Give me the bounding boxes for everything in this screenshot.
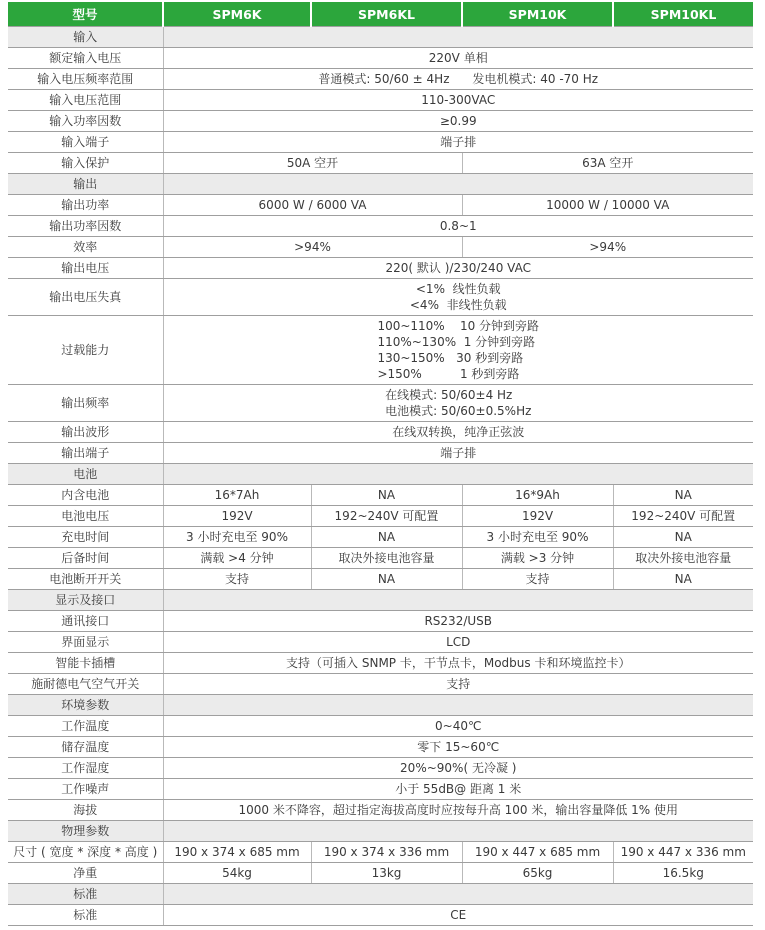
section-fill [163,464,753,485]
value-cell: 取决外接电池容量 [311,548,462,569]
value-cell: 满载 >3 分钟 [462,548,613,569]
value-cell: 220V 单相 [163,48,753,69]
value-cell [163,279,753,316]
table-row [8,279,753,316]
value-cell: NA [613,485,753,506]
value-cell: 支持 [163,569,311,590]
column-header: SPM6K [163,2,311,27]
text-line: 130~150% 30 秒到旁路 [377,351,524,365]
table-row [8,737,753,758]
value-cell: 20%~90%( 无冷凝 ) [163,758,753,779]
row-label: 输出功率因数 [8,216,163,237]
row-label: 电池断开开关 [8,569,163,590]
text-line: <1% 线性负载 [415,282,501,296]
value-cell: 16*9Ah [462,485,613,506]
text-line: 110%~130% 1 分钟到旁路 [377,335,536,349]
row-label: 工作噪声 [8,779,163,800]
multiline-text [166,279,752,315]
text-line: 在线模式: 50/60±4 Hz [385,388,513,402]
section-row [8,174,753,195]
row-label: 海拔 [8,800,163,821]
row-label: 输入端子 [8,132,163,153]
text-line: 电池模式: 50/60±0.5%Hz [385,404,532,418]
value-cell: 支持 [462,569,613,590]
table-row [8,569,753,590]
section-fill [163,174,753,195]
value-cell: 190 x 447 x 336 mm [613,842,753,863]
section-label: 输入 [8,27,163,48]
table-row [8,716,753,737]
value-cell: 54kg [163,863,311,884]
table-row [8,237,753,258]
table-row [8,132,753,153]
table-row [8,674,753,695]
row-label: 通讯接口 [8,611,163,632]
row-label: 输出电压 [8,258,163,279]
row-label: 标准 [8,905,163,926]
value-cell: 零下 15~60℃ [163,737,753,758]
row-label: 内含电池 [8,485,163,506]
value-cell: >94% [462,237,753,258]
value-cell: 0~40℃ [163,716,753,737]
table-body [8,27,753,926]
value-cell: 16.5kg [613,863,753,884]
table-row [8,800,753,821]
value-cell [163,316,753,385]
value-cell: 端子排 [163,132,753,153]
value-cell: 满载 >4 分钟 [163,548,311,569]
value-cell: NA [311,527,462,548]
row-label: 输出电压失真 [8,279,163,316]
row-label: 额定输入电压 [8,48,163,69]
row-label: 输入电压频率范围 [8,69,163,90]
value-cell: 192V [462,506,613,527]
multiline-text [377,316,539,384]
section-label: 显示及接口 [8,590,163,611]
model-column-header: 型号 [8,2,163,27]
table-row [8,69,753,90]
section-row [8,590,753,611]
row-label: 尺寸 ( 宽度 * 深度 * 高度 ) [8,842,163,863]
table-row [8,758,753,779]
row-label: 工作湿度 [8,758,163,779]
column-header: SPM6KL [311,2,462,27]
value-cell: 13kg [311,863,462,884]
row-label: 工作温度 [8,716,163,737]
section-label: 标准 [8,884,163,905]
value-cell: 在线双转换，纯净正弦波 [163,422,753,443]
section-row [8,464,753,485]
section-row [8,27,753,48]
section-row [8,884,753,905]
table-row [8,111,753,132]
row-label: 效率 [8,237,163,258]
value-cell: 65kg [462,863,613,884]
table-row [8,485,753,506]
value-cell: 192~240V 可配置 [613,506,753,527]
row-label: 过载能力 [8,316,163,385]
table-row [8,90,753,111]
value-cell: 1000 米不降容，超过指定海拔高度时应按每升高 100 米，输出容量降低 1% 使用 [163,800,753,821]
table-row [8,48,753,69]
value-cell: 220( 默认 )/230/240 VAC [163,258,753,279]
row-label: 输入功率因数 [8,111,163,132]
section-fill [163,695,753,716]
value-cell: 63A 空开 [462,153,753,174]
value-cell: >94% [163,237,462,258]
value-cell: NA [613,527,753,548]
row-label: 界面显示 [8,632,163,653]
row-label: 输出波形 [8,422,163,443]
value-cell: 支持 [163,674,753,695]
text-line: 100~110% 10 分钟到旁路 [377,319,540,333]
value-cell: NA [311,569,462,590]
section-label: 输出 [8,174,163,195]
table-row [8,611,753,632]
value-cell: 190 x 374 x 336 mm [311,842,462,863]
value-cell: NA [311,485,462,506]
text-line: >150% 1 秒到旁路 [377,367,520,381]
value-cell: CE [163,905,753,926]
table-row [8,548,753,569]
table-row [8,863,753,884]
value-cell: 端子排 [163,443,753,464]
multiline-text [385,385,531,421]
row-label: 输出端子 [8,443,163,464]
section-fill [163,590,753,611]
value-cell: LCD [163,632,753,653]
section-label: 环境参数 [8,695,163,716]
row-label: 后备时间 [8,548,163,569]
row-label: 输出频率 [8,385,163,422]
value-cell: 192V [163,506,311,527]
table-row [8,443,753,464]
table-row [8,195,753,216]
header-row [8,2,753,27]
table-row [8,779,753,800]
table-row [8,506,753,527]
table-header [8,2,753,27]
section-label: 物理参数 [8,821,163,842]
value-cell: 190 x 374 x 685 mm [163,842,311,863]
value-cell: 50A 空开 [163,153,462,174]
value-cell [163,385,753,422]
value-cell: 小于 55dB@ 距离 1 米 [163,779,753,800]
row-label: 智能卡插槽 [8,653,163,674]
table-row [8,842,753,863]
table-row [8,527,753,548]
table-row [8,653,753,674]
row-label: 输出功率 [8,195,163,216]
value-cell: NA [613,569,753,590]
section-fill [163,884,753,905]
table-row [8,316,753,385]
section-fill [163,821,753,842]
row-label: 净重 [8,863,163,884]
value-cell: 普通模式: 50/60 ± 4Hz 发电机模式: 40 -70 Hz [163,69,753,90]
row-label: 输入电压范围 [8,90,163,111]
column-header: SPM10K [462,2,613,27]
section-label: 电池 [8,464,163,485]
spec-table [8,2,753,926]
value-cell: 190 x 447 x 685 mm [462,842,613,863]
value-cell: 16*7Ah [163,485,311,506]
row-label: 施耐德电气空气开关 [8,674,163,695]
table-row [8,385,753,422]
value-cell: 6000 W / 6000 VA [163,195,462,216]
section-fill [163,27,753,48]
value-cell: 192~240V 可配置 [311,506,462,527]
section-row [8,695,753,716]
table-row [8,258,753,279]
section-row [8,821,753,842]
value-cell: 支持（可插入 SNMP 卡，干节点卡，Modbus 卡和环境监控卡） [163,653,753,674]
row-label: 电池电压 [8,506,163,527]
table-row [8,632,753,653]
value-cell: 3 小时充电至 90% [462,527,613,548]
table-row [8,216,753,237]
value-cell: ≥0.99 [163,111,753,132]
row-label: 输入保护 [8,153,163,174]
table-row [8,422,753,443]
table-row [8,153,753,174]
value-cell: 110-300VAC [163,90,753,111]
value-cell: RS232/USB [163,611,753,632]
row-label: 充电时间 [8,527,163,548]
column-header: SPM10KL [613,2,753,27]
value-cell: 10000 W / 10000 VA [462,195,753,216]
text-line: <4% 非线性负载 [409,298,507,312]
table-row [8,905,753,926]
row-label: 储存温度 [8,737,163,758]
value-cell: 3 小时充电至 90% [163,527,311,548]
value-cell: 取决外接电池容量 [613,548,753,569]
value-cell: 0.8~1 [163,216,753,237]
